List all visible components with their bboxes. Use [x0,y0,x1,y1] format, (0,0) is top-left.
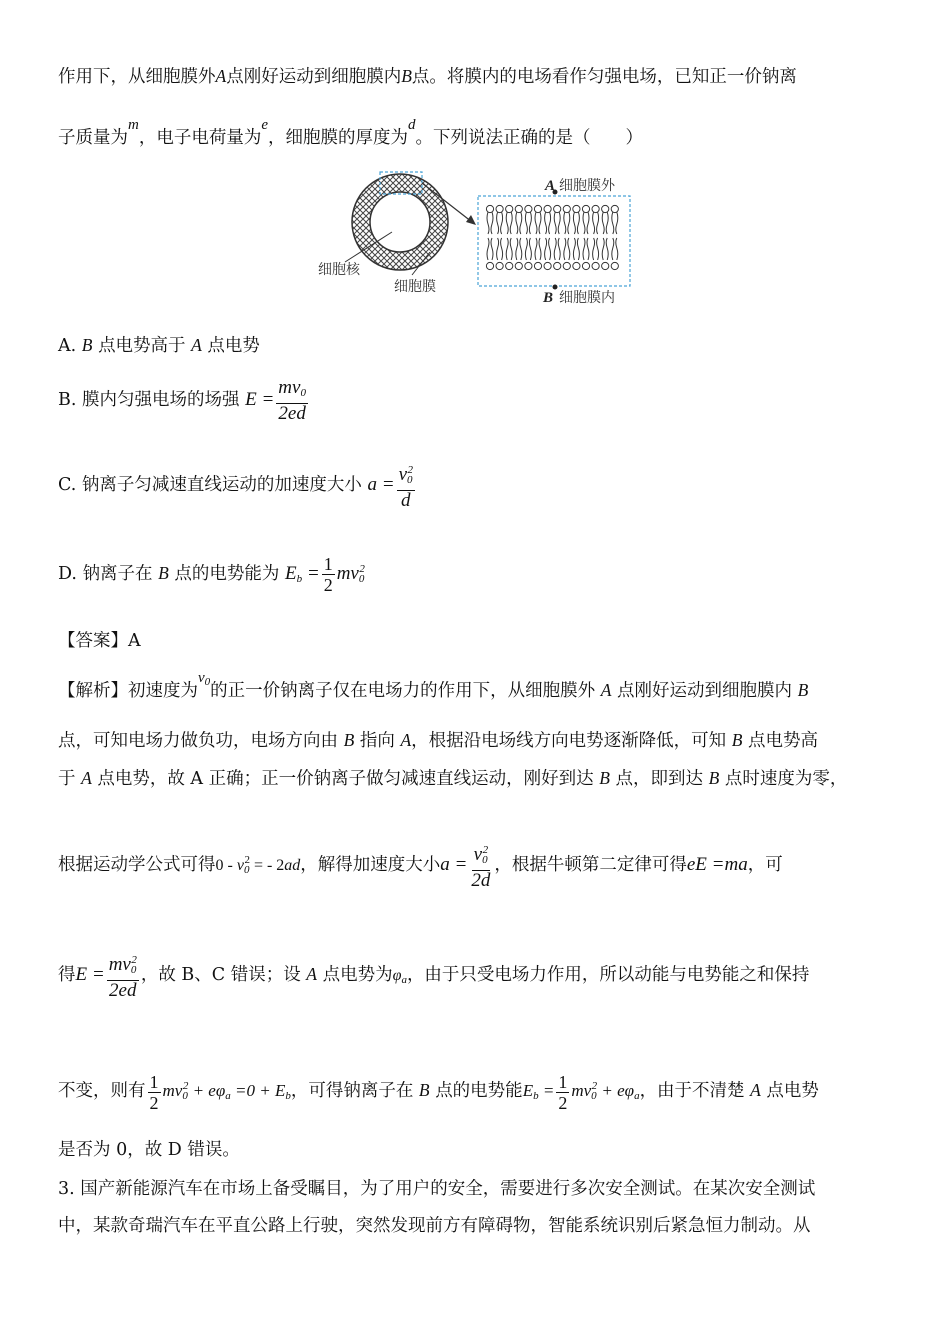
formula-d: $E_b$ = $\frac{1}{2}$ $mv_0^2$ [285,554,365,596]
option-a: A. B 点电势高于 A 点电势 [58,335,260,356]
lipid-tail [497,238,503,260]
analysis-line-6: 不变，则有 $\frac{1}{2}$ $mv_0^2 + e\varphi_a =0 + E_b$，可得钠离子在 B 点的电势能$E_b$ = $\frac{1}{2}$ $mv_0^2 + e\varphi_a$，由于不清楚 A 点电势 [58,1071,819,1113]
question-3-line-1: 3. 国产新能源汽车在市场上备受瞩目，为了用户的安全，需要进行多次安全测试。在某次安全测试 [58,1179,816,1199]
lipid-head [573,205,580,212]
lipid-head [515,262,522,269]
lipid-head [525,205,532,212]
lipid-head [611,205,618,212]
analysis-line-2: 点，可知电场力做负功，电场方向由 B 指向 A，根据沿电场线方向电势逐渐降低，可知 B 点电势高 [58,730,818,751]
lipid-tail [487,212,493,234]
lipid-tail [535,212,541,234]
analysis-line-7: 是否为 0，故 D 错误。 [58,1140,240,1160]
lipid-head [544,262,551,269]
lipid-head [592,205,599,212]
lipid-head [554,262,561,269]
lipid-tail [602,212,608,234]
lipid-tail [516,212,522,234]
analysis-line-1: 【解析】初速度为$v_0$的正一价钠离子仅在电场力的作用下，从细胞膜外 A 点刚好运动到细胞膜内 B [58,670,809,701]
point-b-label: B [543,290,554,306]
lipid-head [506,262,513,269]
symbol-m: m [128,117,139,133]
lipid-head [554,205,561,212]
lipid-tail [612,238,618,260]
lipid-tail [525,212,531,234]
lipid-head [544,205,551,212]
analysis-line-4: 根据运动学公式可得$0 - v_0^2$ = - 2ad，解得加速度大小a = $\frac{v_0^2}{2d}$ ，根据牛顿第二定律可得eE =ma，可 [58,830,783,900]
lipid-tail [487,238,493,260]
lipid-tail [593,238,599,260]
symbol-a: A [215,66,227,86]
lipid-tail [506,238,512,260]
lipid-head [496,205,503,212]
lipid-tail [525,238,531,260]
formula-potential-energy: $E_b$ = $\frac{1}{2}$ $mv_0^2 + e\varphi_a$ [522,1071,640,1113]
lipid-tail [554,212,560,234]
lipid-head [496,262,503,269]
lipid-head [563,262,570,269]
lipid-tail [573,238,579,260]
symbol-d: d [408,117,416,133]
lipid-tail [516,238,522,260]
intro-line-1: 作用下，从细胞膜外A点刚好运动到细胞膜内B点。将膜内的电场看作匀强电场，已知正一价钠离 [58,66,797,87]
lipid-head [602,205,609,212]
analysis-line-3: 于 A 点电势，故 A 正确；正一价钠离子做匀减速直线运动，刚好到达 B 点，即到达 B 点时速度为零， [58,768,848,789]
lipid-head [592,262,599,269]
formula-b: E = $\frac{mv_0}{2ed}$ [245,376,306,424]
lipid-tail [564,212,570,234]
lipid-tail [545,238,551,260]
lipid-head [486,205,493,212]
lipid-bilayer [486,205,618,269]
option-c: C. 钠离子匀减速直线运动的加速度大小 a = $\frac{v_0^2}{d}$ [58,458,417,512]
arrow-head-icon [466,215,476,225]
symbol-phi-a: $\varphi_a$ [392,967,407,986]
lipid-head [563,205,570,212]
lipid-head [534,205,541,212]
option-b: B. 膜内匀强电场的场强 E = $\frac{mv_0}{2ed}$ [58,376,310,424]
point-a-label: A [545,178,556,194]
lipid-tail [554,238,560,260]
lipid-tail [506,212,512,234]
lipid-tail [602,238,608,260]
lipid-tail [573,212,579,234]
lipid-head [486,262,493,269]
inside-label: 细胞膜内 [559,290,615,306]
symbol-e: e [261,117,269,133]
lipid-head [611,262,618,269]
symbol-v0: $v_0$ [198,670,211,688]
formula-energy: $\frac{1}{2}$ $mv_0^2 + e\varphi_a =0 + E_b$ [149,1071,291,1113]
formula-newton: eE =ma [686,854,748,875]
lipid-tail [583,238,589,260]
lipid-head [602,262,609,269]
analysis-line-5: 得E = $\frac{mv_0^2}{2ed}$ ，故 B、C 错误；设 A 点电势为$\varphi_a$，由于只受电场力作用，所以动能与电势能之和保持 [58,944,809,1010]
lipid-tail [583,212,589,234]
lipid-tail [564,238,570,260]
formula-kinematics: $0 - v_0^2$ = - 2ad [215,854,301,876]
formula-field: E = $\frac{mv_0^2}{2ed}$ [76,964,141,985]
lipid-head [506,205,513,212]
lipid-head [573,262,580,269]
point-b-dot [553,285,558,290]
lipid-head [534,262,541,269]
lipid-tail [593,212,599,234]
lipid-head [582,205,589,212]
answer: 【答案】A [58,631,141,651]
formula-c: a = $\frac{v_0^2}{d}$ [368,474,418,495]
lipid-tail [612,212,618,234]
outside-label: 细胞膜外 [559,178,615,194]
nucleus-label: 细胞核 [318,262,360,278]
lipid-tail [535,238,541,260]
question-3-line-2: 中，某款奇瑞汽车在平直公路上行驶，突然发现前方有障碍物，智能系统识别后紧急恒力制动。从 [58,1216,811,1236]
option-d: D. 钠离子在 B 点的电势能为 $E_b$ = $\frac{1}{2}$ $mv_0^2$ [58,554,365,596]
formula-accel: a = $\frac{v_0^2}{2d}$ [440,854,494,875]
lipid-head [515,205,522,212]
lipid-tail [497,212,503,234]
symbol-b: B [401,66,412,86]
lipid-tail [545,212,551,234]
cell-membrane-figure [0,0,950,320]
lipid-head [525,262,532,269]
membrane-label: 细胞膜 [394,279,436,295]
nucleus-circle [370,192,430,252]
lipid-head [582,262,589,269]
intro-line-2: 子质量为m，电子电荷量为e，细胞膜的厚度为d。下列说法正确的是（ ） [58,117,644,148]
